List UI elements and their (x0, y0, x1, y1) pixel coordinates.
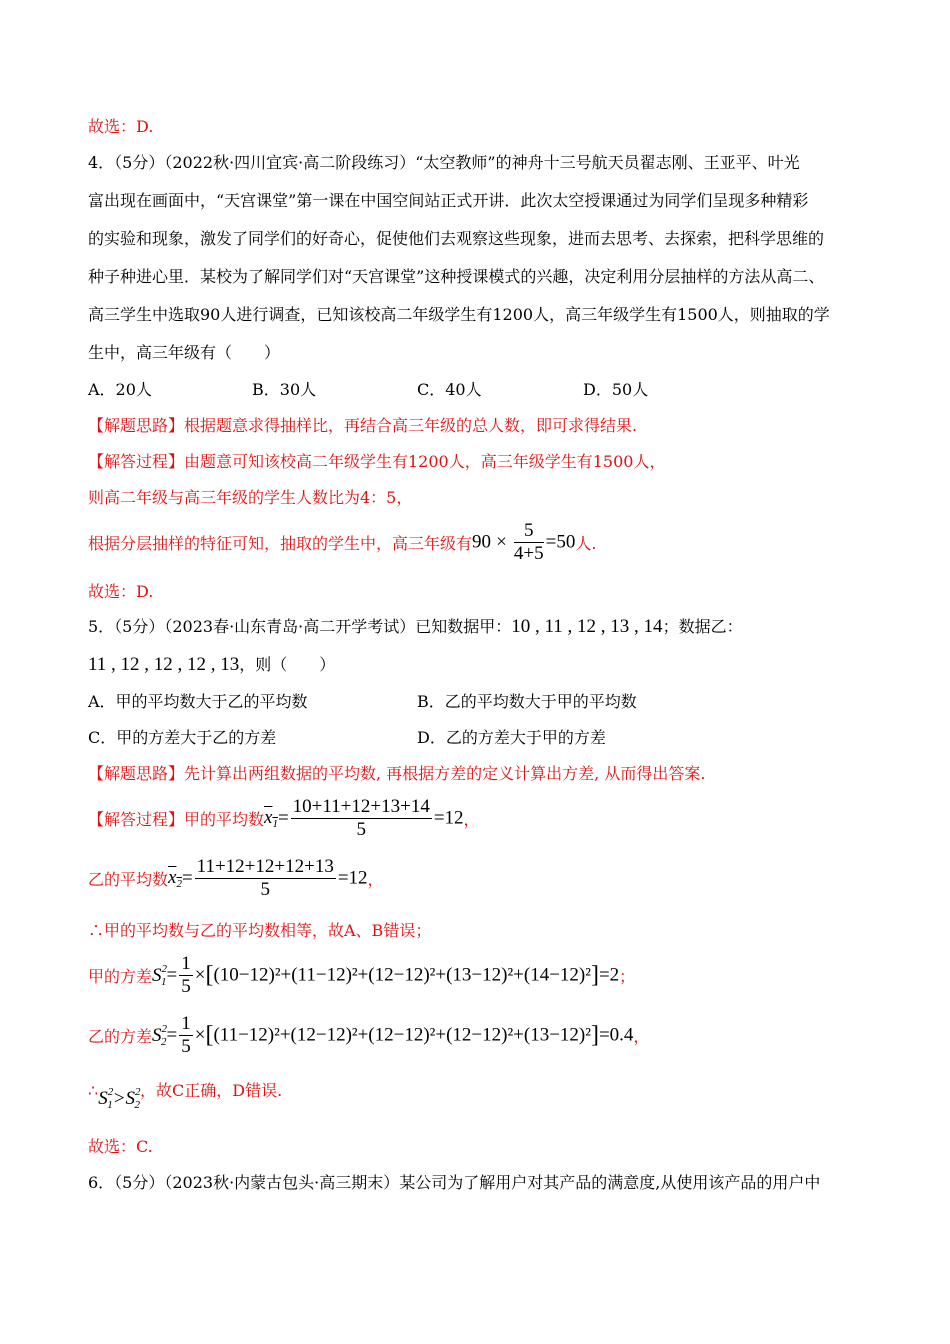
q4-formula-fraction (514, 520, 544, 565)
q4-formula-result: =50 (545, 531, 576, 553)
q5-data-jia: 10 , 11 , 12 , 13 , 14 (511, 616, 663, 637)
q4-option-c: C．40人 (417, 380, 482, 399)
q5-mean-jia (88, 796, 480, 841)
q4-stem-line-5: 高三学生中选取90人进行调查，已知该校高二年级学生有1200人，高三年级学生有1500人，则抽取的学 (88, 305, 830, 324)
q5-var-jia-label: 甲的方差 (88, 967, 153, 986)
q5-option-a: A．甲的平均数大于乙的平均数 (88, 692, 308, 711)
q4-process-2: 则高二年级与高三年级的学生人数比为4：5， (88, 488, 413, 507)
q4-stem-line-1: 4．（5分）（2022秋·四川宜宾·高二阶段练习）“太空教师”的神舟十三号航天员翟志刚、王亚平、叶光 (88, 153, 800, 172)
q5-conclusion-inequality: $S^2_1>S^2_2$ (98, 1086, 141, 1111)
q4-process-1: 【解答过程】由题意可知该校高二年级学生有1200人，高三年级学生有1500人， (88, 452, 666, 471)
q5-option-b: B．乙的平均数大于甲的平均数 (417, 692, 637, 711)
q5-stem-suffix: ，则（ ） (239, 655, 336, 674)
q5-option-c: C．甲的方差大于乙的方差 (88, 728, 277, 747)
q5-mean-yi (88, 856, 384, 901)
q5-var-jia-symbol: $S^2_1$ (152, 963, 168, 988)
q5-mean-jia-label: 【解答过程】甲的平均数 (88, 810, 265, 829)
q5-var-jia-lbracket: [ (205, 962, 214, 988)
q5-var-jia-fraction (179, 953, 193, 998)
q5-mean-yi-den: 5 (260, 879, 270, 900)
q4-stem-line-3: 的实验和现象，激发了同学们的好奇心，促使他们去观察这些现象，进而去思考、去探索，把科学思维的 (88, 229, 825, 248)
q4-answer: 故选：D. (88, 582, 154, 601)
q5-mean-yi-symbol: $x_2$ (168, 867, 182, 890)
q5-mean-yi-eq: = (181, 867, 193, 889)
q5-mean-jia-symbol: $x_1$ (264, 807, 278, 830)
q5-var-yi-symbol: $S^2_2$ (152, 1023, 168, 1048)
q5-var-jia-times: × (194, 964, 206, 986)
q4-option-a: A．20人 (88, 380, 152, 399)
q5-option-d: D．乙的方差大于甲的方差 (417, 728, 606, 747)
q5-var-yi-lbracket: [ (205, 1022, 214, 1048)
q5-stem-text: 5．（5分）（2023春·山东青岛·高二开学考试）已知数据甲： (88, 617, 512, 636)
q4-formula-den: 4+5 (513, 543, 544, 564)
q5-mean-yi-num: 11+12+12+12+13 (196, 856, 334, 877)
q5-var-yi-eq: = (166, 1024, 178, 1046)
q5-mean-yi-fraction (195, 856, 336, 901)
q5-var-jia-rbracket: ] (590, 962, 599, 988)
q4-formula-num: 5 (514, 520, 544, 543)
q5-conclusion-text: ，故C正确，D错误. (140, 1081, 283, 1100)
q5-mean-jia-num: 10+11+12+13+14 (292, 796, 430, 817)
q4-stem-line-4: 种子种进心里．某校为了解同学们对“天宫课堂”这种授课模式的兴趣，决定利用分层抽样的方法从高二、 (88, 267, 825, 286)
q5-var-yi-rbracket: ] (590, 1022, 599, 1048)
q5-thinking: 【解题思路】先计算出两组数据的平均数, 再根据方差的定义计算出方差, 从而得出答案. (88, 764, 706, 783)
q5-var-yi-num: 1 (181, 1013, 191, 1034)
q5-var-yi-den: 5 (181, 1036, 191, 1057)
q4-process-3-text: 根据分层抽样的特征可知，抽取的学生中，高三年级有 (88, 534, 473, 553)
q4-formula-a: 90 (472, 531, 492, 553)
q4-option-b: B．30人 (252, 380, 317, 399)
q5-equal-line: ∴甲的平均数与乙的平均数相等，故A、B错误； (88, 921, 432, 940)
q5-mean-jia-den: 5 (356, 819, 366, 840)
q5-var-jia-semicolon: ； (619, 967, 636, 986)
q5-var-jia-num: 1 (181, 953, 191, 974)
q5-var-jia-eq: = (166, 964, 178, 986)
q5-conclusion-therefore: ∴ (88, 1081, 99, 1100)
q5-var-yi-comma: ， (633, 1027, 650, 1046)
q5-var-yi (88, 1013, 649, 1058)
q5-answer: 故选：C. (88, 1137, 153, 1156)
q5-stem-line-2 (88, 655, 335, 675)
q5-var-jia-body: (10−12)²+(11−12)²+(12−12)²+(13−12)²+(14−12)² (213, 964, 591, 986)
q4-thinking: 【解题思路】根据题意求得抽样比，再结合高三年级的总人数，即可求得结果. (88, 416, 638, 435)
q5-mean-jia-fraction (291, 796, 432, 841)
q6-stem-line-1: 6．（5分）（2023秋·内蒙古包头·高三期末）某公司为了解用户对其产品的满意度,从使用该产品的用户中 (88, 1173, 821, 1192)
q4-formula-suffix: 人. (575, 534, 597, 553)
q5-var-jia (88, 953, 635, 998)
q5-var-jia-den: 5 (181, 976, 191, 997)
q5-mean-jia-comma: ， (463, 810, 480, 829)
q5-mean-yi-result: =12 (337, 867, 368, 889)
q4-option-d: D．50人 (583, 380, 649, 399)
prev-answer: 故选：D. (88, 117, 154, 136)
q5-conclusion (88, 1078, 283, 1111)
q4-formula-times: × (496, 531, 507, 553)
q5-stem-line-1 (88, 617, 743, 637)
q5-stem-mid: ；数据乙： (662, 617, 743, 636)
q5-mean-jia-result: =12 (433, 807, 464, 829)
q4-stem-line-6: 生中，高三年级有（ ） (88, 343, 281, 362)
q5-var-yi-result: =0.4 (598, 1024, 634, 1046)
q4-stem-line-2: 富出现在画面中，“天宫课堂”第一课在中国空间站正式开讲．此次太空授课通过为同学们呈现多种精彩 (88, 191, 809, 210)
q5-mean-jia-eq: = (277, 807, 289, 829)
q5-mean-yi-label: 乙的平均数 (88, 870, 169, 889)
q5-var-yi-fraction (179, 1013, 193, 1058)
q5-var-yi-body: (11−12)²+(12−12)²+(12−12)²+(12−12)²+(13−12)² (213, 1024, 591, 1046)
q5-var-yi-times: × (194, 1024, 206, 1046)
q4-process-3 (88, 520, 596, 565)
q5-var-jia-result: =2 (598, 964, 620, 986)
q5-mean-yi-comma: ， (367, 870, 384, 889)
q5-var-yi-label: 乙的方差 (88, 1027, 153, 1046)
q5-data-yi: 11 , 12 , 12 , 12 , 13 (88, 654, 240, 675)
